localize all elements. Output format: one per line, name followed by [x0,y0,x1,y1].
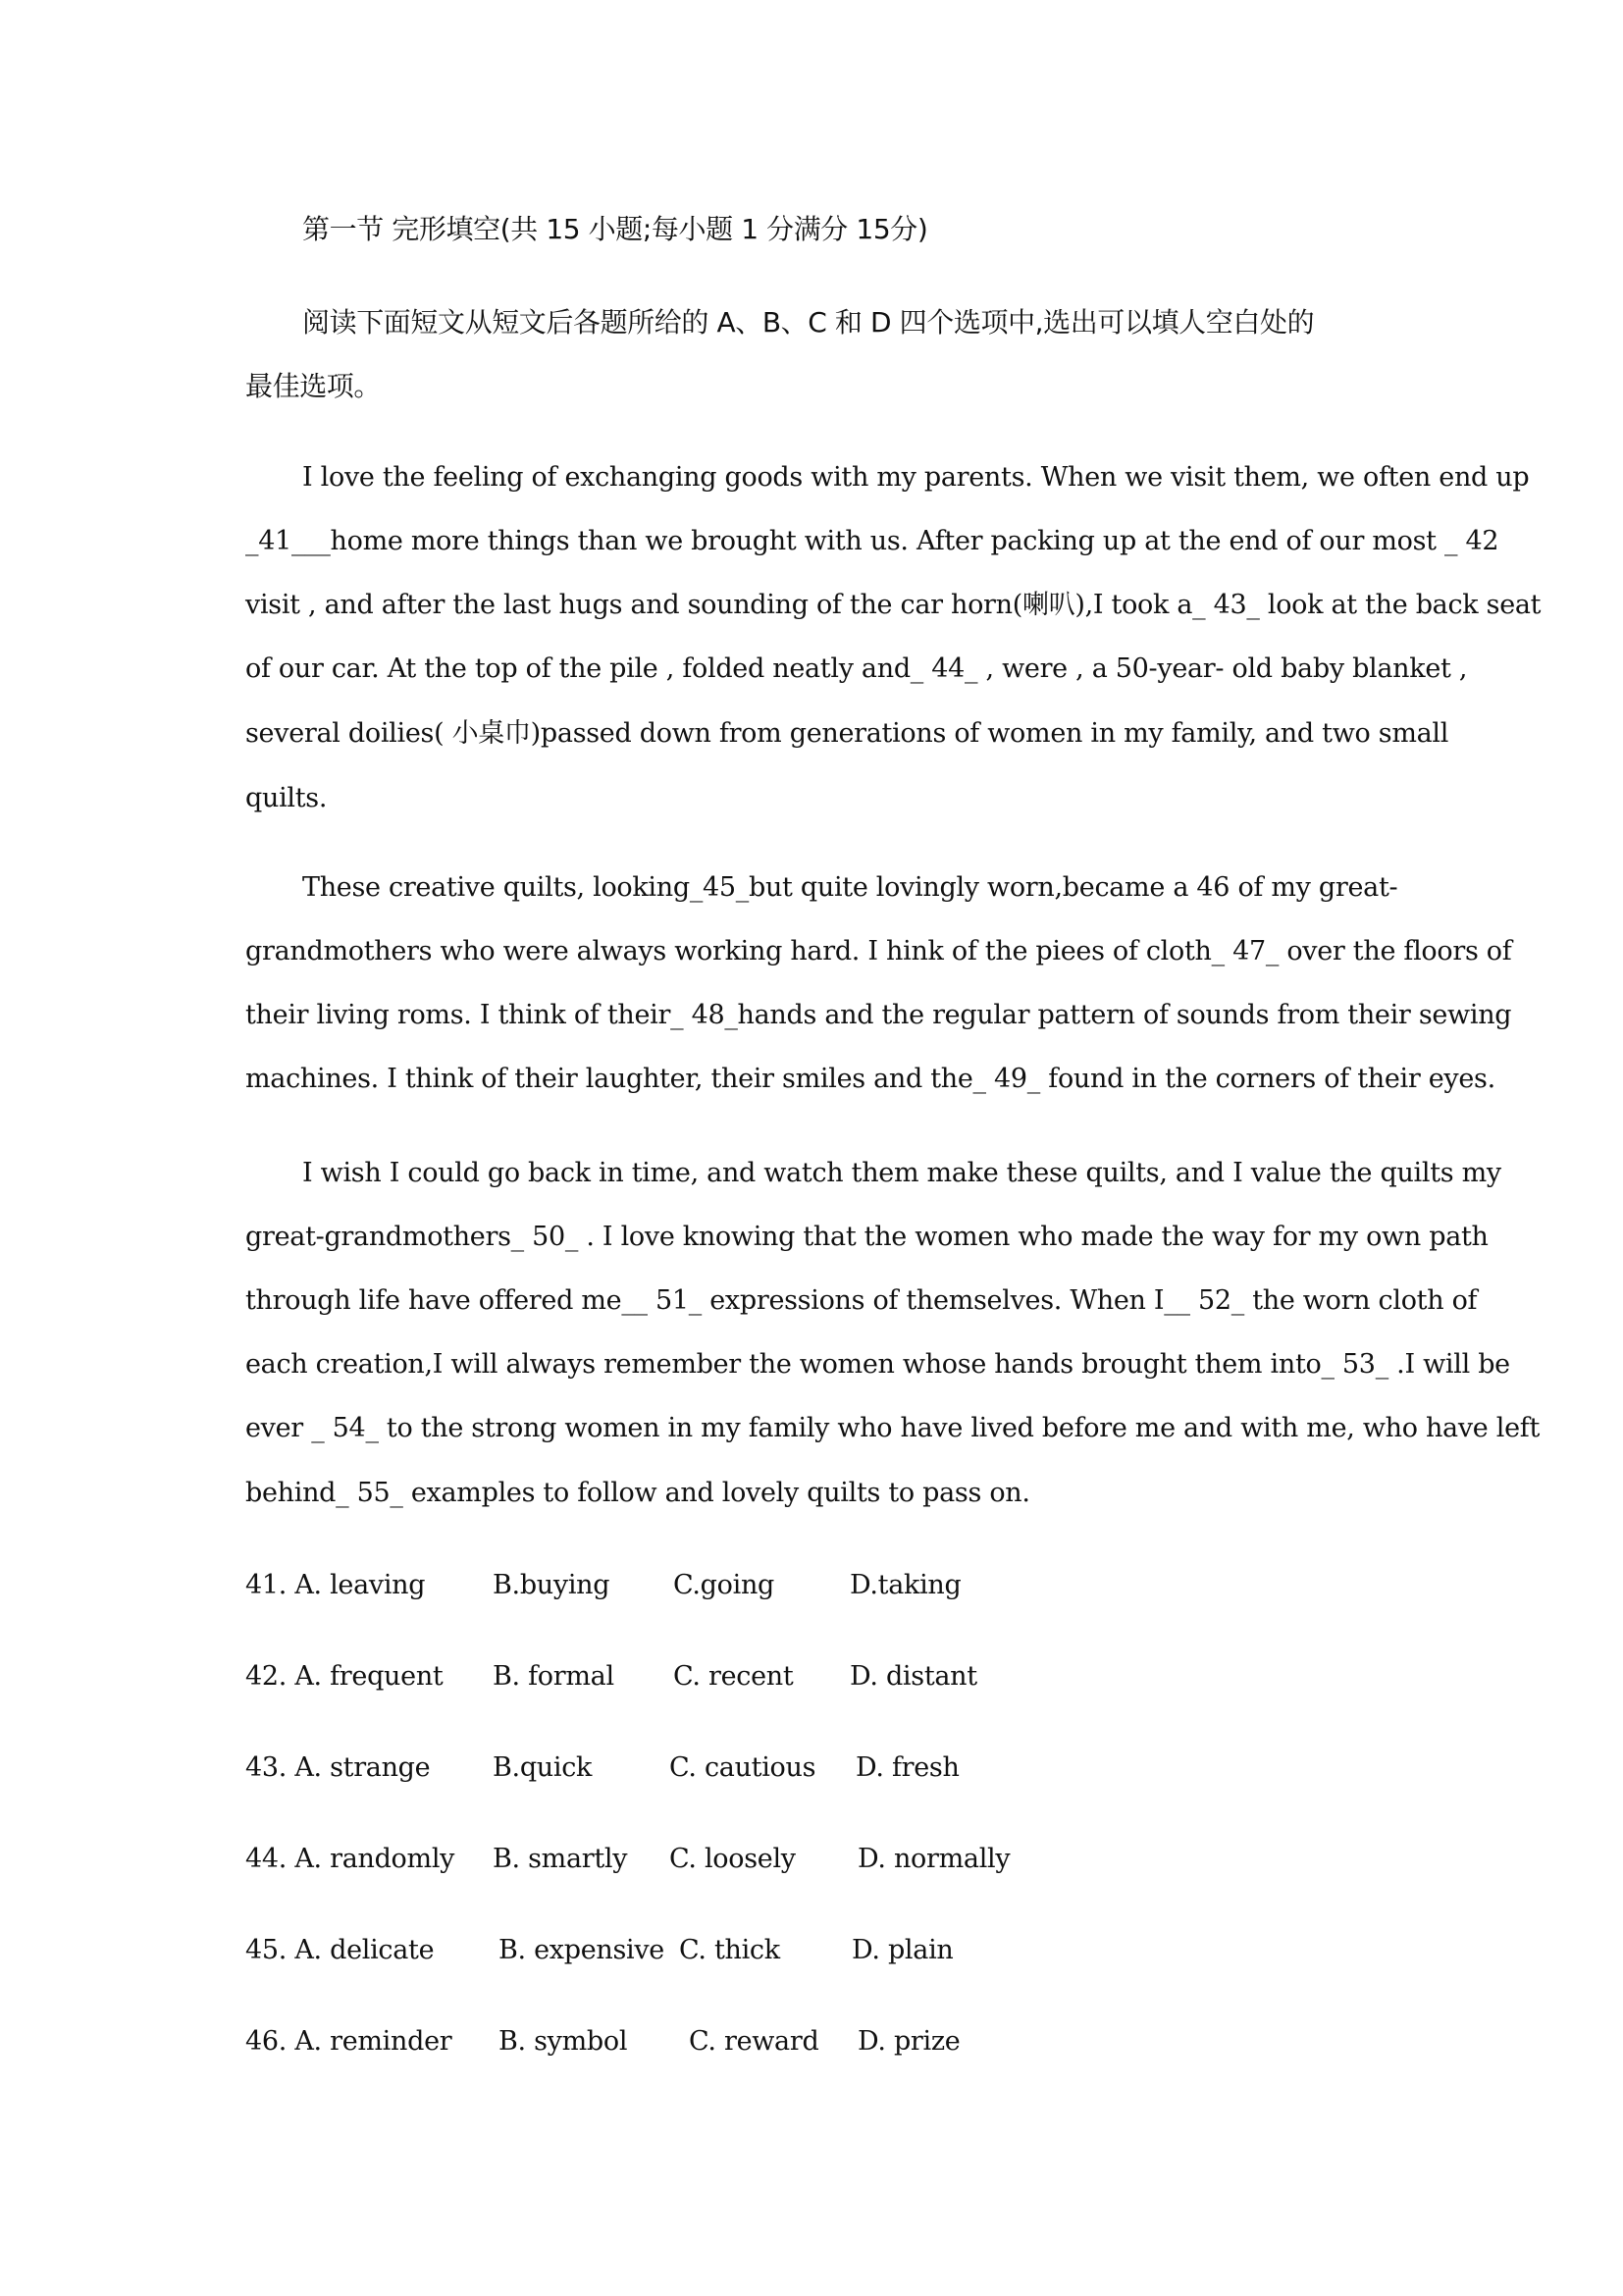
passage-line: grandmothers who were always working hard. I hink of the piees of cloth_ 47_ over the floors of [245,936,1512,966]
option-b: B. smartly [493,1844,628,1874]
option-a: 41. A. leaving [245,1570,426,1600]
option-c: C. recent [673,1661,794,1692]
passage-line: quilts. [245,783,328,813]
option-c: C. loosely [669,1844,796,1874]
option-a: 42. A. frequent [245,1661,444,1692]
option-c: C.going [673,1570,775,1600]
passage-line: through life have offered me__ 51_ expressions of themselves. When I__ 52_ the worn cloth of [245,1285,1478,1316]
option-d: D. distant [850,1661,977,1692]
passage-line: several doilies( 小桌巾)passed down from generations of women in my family, and two small [245,718,1449,749]
option-d: D. fresh [856,1752,960,1783]
option-b: B. formal [493,1661,614,1692]
passage-line: I wish I could go back in time, and watch them make these quilts, and I value the quilts my [302,1158,1501,1188]
option-c: C. thick [679,1935,780,1965]
passage-line: of our car. At the top of the pile , folded neatly and_ 44_ , were , a 50-year- old baby blanket , [245,653,1468,684]
section-title: 第一节 完形填空(共 15 小题;每小题 1 分满分 15分) [302,213,928,245]
passage-line: _41___home more things than we brought with us. After packing up at the end of our most _ 42 [245,526,1499,556]
option-a: 43. A. strange [245,1752,431,1783]
passage-line: These creative quilts, looking_45_but quite lovingly worn,became a 46 of my great- [302,872,1398,903]
option-b: B. symbol [498,2026,628,2057]
passage-line: I love the feeling of exchanging goods with my parents. When we visit them, we often end up [302,462,1530,493]
option-a: 46. A. reminder [245,2026,452,2057]
option-b: B.quick [493,1752,593,1783]
instructions-line-1: 阅读下面短文从短文后各题所给的 A、B、C 和 D 四个选项中,选出可以填人空白处的 [302,306,1315,339]
option-b: B.buying [493,1570,610,1600]
option-a: 44. A. randomly [245,1844,455,1874]
option-d: D. prize [858,2026,961,2057]
option-d: D.taking [850,1570,962,1600]
instructions-line-2: 最佳选项。 [245,370,382,402]
passage-line: machines. I think of their laughter, their smiles and the_ 49_ found in the corners of their eyes. [245,1064,1495,1094]
option-c: C. reward [689,2026,819,2057]
passage-line: each creation,I will always remember the women whose hands brought them into_ 53_ .I will be [245,1349,1510,1380]
passage-line: ever _ 54_ to the strong women in my family who have lived before me and with me, who have left [245,1413,1541,1443]
option-c: C. cautious [669,1752,816,1783]
option-d: D. plain [852,1935,954,1965]
option-b: B. expensive [498,1935,664,1965]
passage-line: great-grandmothers_ 50_ . I love knowing that the women who made the way for my own path [245,1222,1489,1252]
passage-line: visit , and after the last hugs and sounding of the car horn(喇叭),I took a_ 43_ look at the back seat [245,590,1542,620]
option-d: D. normally [858,1844,1011,1874]
passage-line: behind_ 55_ examples to follow and lovely quilts to pass on. [245,1478,1030,1508]
option-a: 45. A. delicate [245,1935,435,1965]
passage-line: their living roms. I think of their_ 48_hands and the regular pattern of sounds from their sewing [245,1000,1512,1030]
